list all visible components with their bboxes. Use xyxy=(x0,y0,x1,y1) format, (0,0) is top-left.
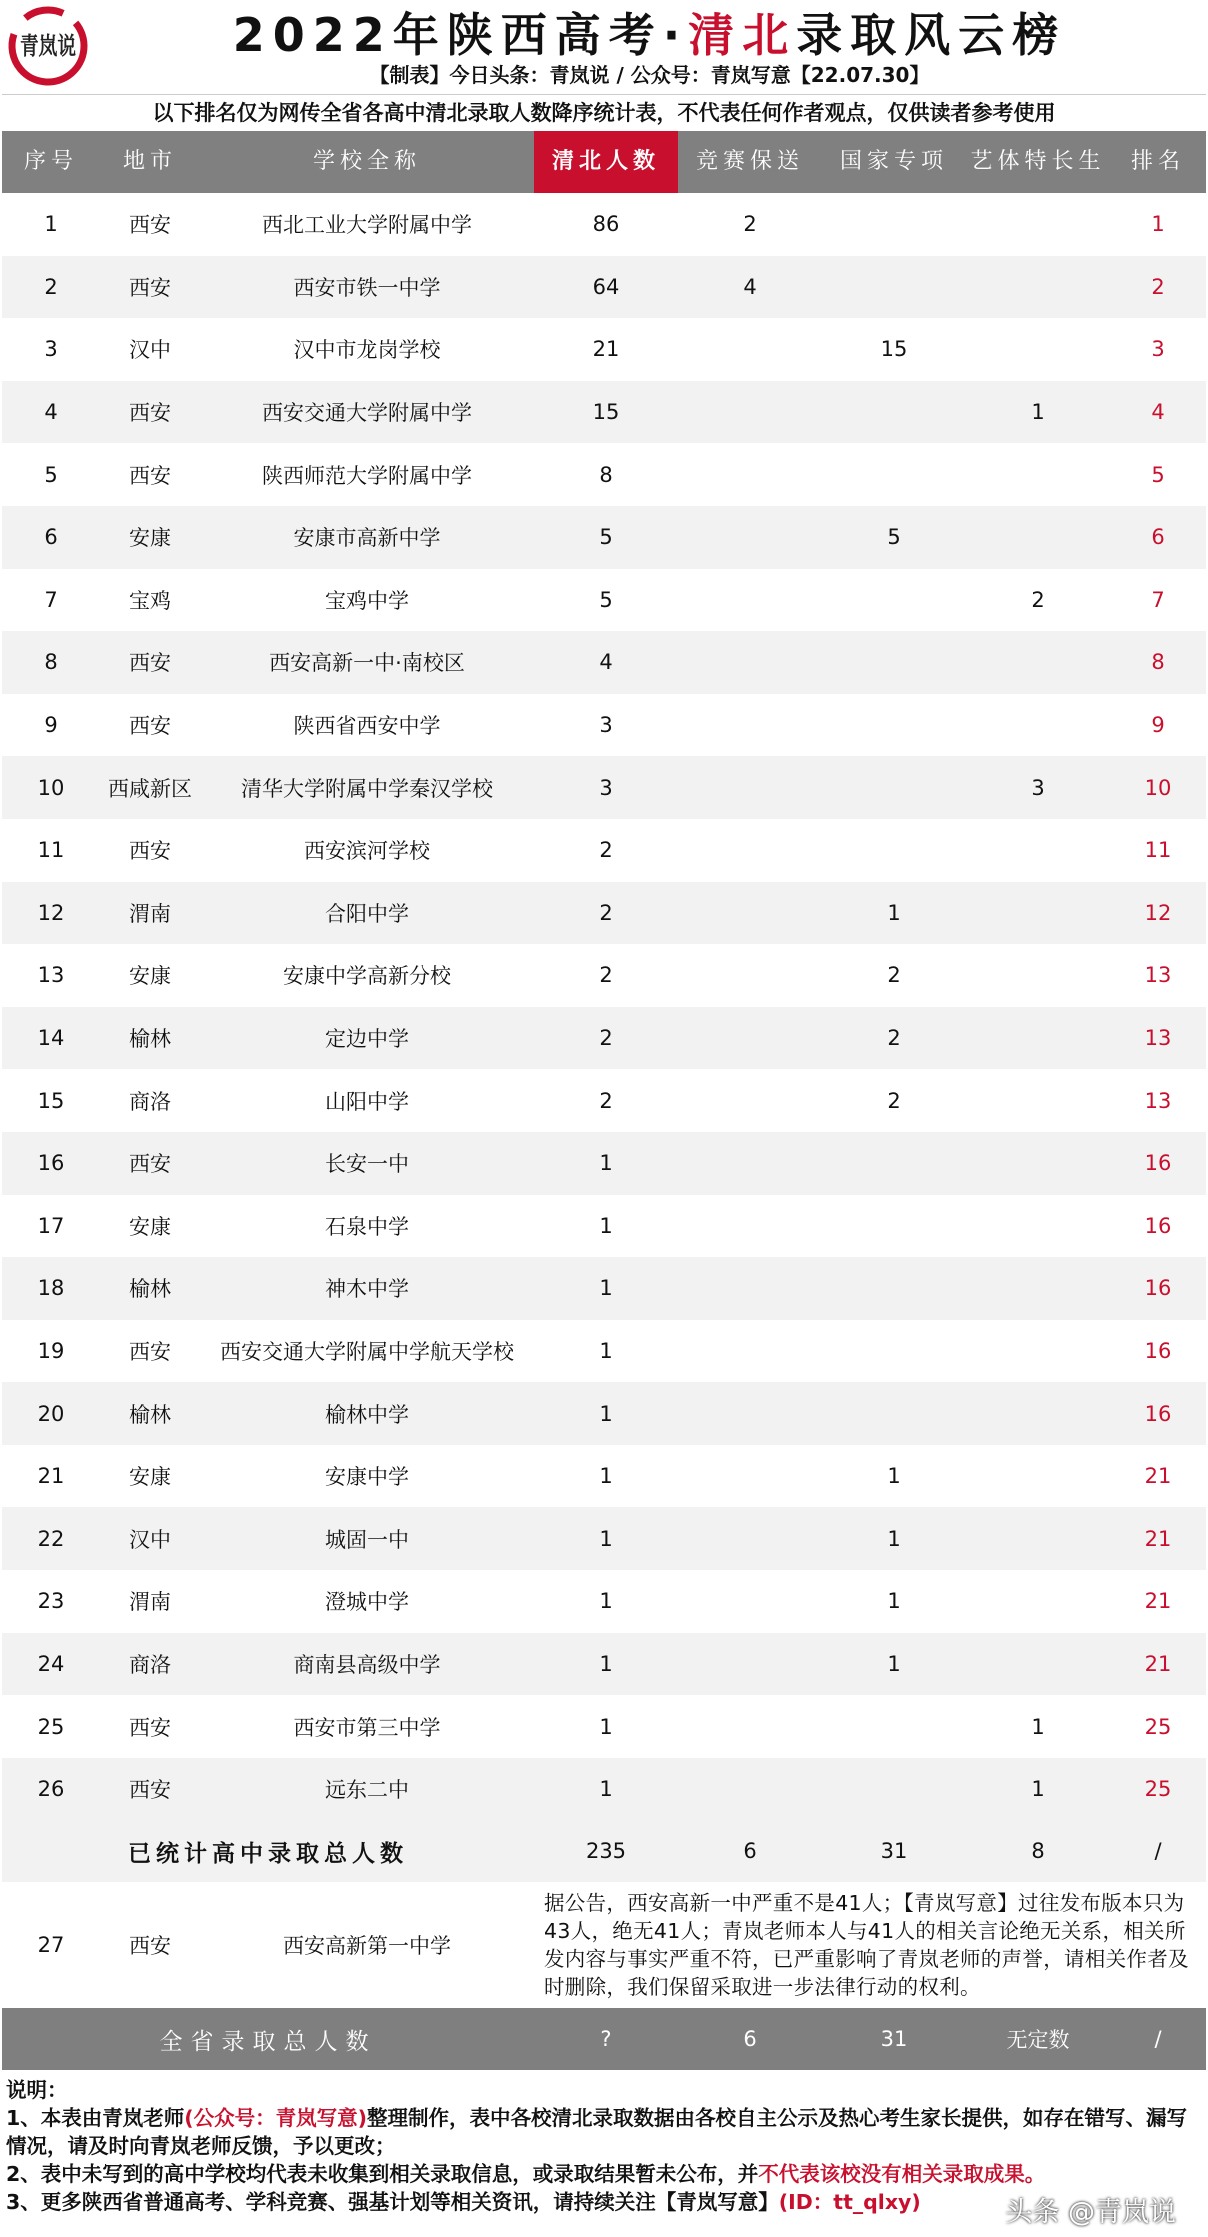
cell-city: 西安 xyxy=(129,1715,171,1740)
cell-no: 16 xyxy=(37,1151,65,1176)
cell-city: 汉中 xyxy=(129,1527,171,1552)
cell-special: 1 xyxy=(887,1651,901,1676)
cell-no: 18 xyxy=(37,1276,65,1301)
cell-qingbei: 3 xyxy=(599,713,613,738)
cell-no: 14 xyxy=(37,1026,65,1051)
province-total-rank: / xyxy=(1154,2027,1162,2052)
summary-special: 31 xyxy=(880,1839,908,1864)
table-row xyxy=(2,1007,1206,1070)
table-row xyxy=(2,1507,1206,1570)
cell-city: 榆林 xyxy=(129,1277,171,1302)
table-row xyxy=(2,756,1206,819)
cell-special: 1 xyxy=(887,900,901,925)
cell-no: 8 xyxy=(44,650,58,675)
cell-special: 5 xyxy=(887,525,901,550)
cell-school: 定边中学 xyxy=(325,1027,409,1052)
summary-art: 8 xyxy=(1031,1839,1045,1864)
cell-no: 24 xyxy=(37,1651,65,1676)
cell-competition: 4 xyxy=(743,274,757,299)
cell-no: 3 xyxy=(44,337,58,362)
cell-qingbei: 1 xyxy=(599,1777,613,1802)
logo-text: 青岚说 xyxy=(20,31,76,60)
cell-rank: 16 xyxy=(1144,1401,1172,1426)
notes-heading: 说明： xyxy=(6,2078,68,2103)
cell-no: 2 xyxy=(44,274,58,299)
cell-qingbei: 4 xyxy=(599,650,613,675)
cell-rank: 5 xyxy=(1151,462,1165,487)
cell-rank: 13 xyxy=(1144,1026,1172,1051)
cell-special: 2 xyxy=(887,1088,901,1113)
cell-school: 汉中市龙岗学校 xyxy=(293,338,441,363)
cell-rank: 4 xyxy=(1151,400,1165,425)
cell-no: 11 xyxy=(37,838,65,863)
cell-city: 西咸新区 xyxy=(108,776,192,801)
cell-school: 商南县高级中学 xyxy=(293,1652,441,1677)
cell-rank: 25 xyxy=(1144,1714,1172,1739)
cell-qingbei: 1 xyxy=(599,1651,613,1676)
cell-city: 商洛 xyxy=(129,1089,171,1114)
table-row xyxy=(2,631,1206,694)
cell-qingbei: 64 xyxy=(592,274,620,299)
table-row xyxy=(2,569,1206,632)
cell-no: 21 xyxy=(37,1464,65,1489)
cell-qingbei: 1 xyxy=(599,1213,613,1238)
cell-school: 安康中学高新分校 xyxy=(283,964,451,989)
note-2-highlight: 不代表该校没有相关录取成果。 xyxy=(758,2162,1046,2187)
cell-rank: 16 xyxy=(1144,1213,1172,1238)
cell-special: 1 xyxy=(887,1526,901,1551)
cell-school: 西安高新一中·南校区 xyxy=(269,651,465,676)
col-header-qingbei: 清北人数 xyxy=(534,131,678,193)
cell-city: 宝鸡 xyxy=(129,588,171,613)
cell-qingbei: 3 xyxy=(599,775,613,800)
cell-school: 长安一中 xyxy=(325,1152,409,1177)
cell-qingbei: 15 xyxy=(592,400,620,425)
table-row xyxy=(2,1633,1206,1696)
col-header-school: 学校全称 xyxy=(312,149,421,174)
summary-row xyxy=(2,1820,1206,1882)
cell-school: 城固一中 xyxy=(325,1527,409,1552)
note-2-text-a: 2、表中未写到的高中学校均代表未收集到相关录取信息，或录取结果暂未公布，并 xyxy=(6,2162,759,2187)
cell-school: 神木中学 xyxy=(325,1277,409,1302)
cell-qingbei: 1 xyxy=(599,1464,613,1489)
cell-qingbei: 1 xyxy=(599,1714,613,1739)
province-total-row xyxy=(2,2008,1206,2070)
cell-rank: 10 xyxy=(1144,775,1172,800)
province-total-special: 31 xyxy=(880,2027,908,2052)
cell-rank: 21 xyxy=(1144,1651,1172,1676)
col-header-no: 序号 xyxy=(23,149,78,174)
cell-qingbei: 2 xyxy=(599,900,613,925)
cell-no: 7 xyxy=(44,587,58,612)
cell-city: 安康 xyxy=(129,1214,171,1239)
cell-city: 商洛 xyxy=(129,1652,171,1677)
cell-qingbei: 1 xyxy=(599,1338,613,1363)
cell-competition: 2 xyxy=(743,212,757,237)
cell-no: 20 xyxy=(37,1401,65,1426)
table-row xyxy=(2,1758,1206,1821)
table-row xyxy=(2,819,1206,882)
row27-school: 西安高新第一中学 xyxy=(283,1934,451,1959)
cell-city: 安康 xyxy=(129,526,171,551)
cell-no: 15 xyxy=(37,1088,65,1113)
cell-school: 西安市第三中学 xyxy=(293,1715,441,1740)
table-row xyxy=(2,443,1206,506)
note-1-highlight: (公众号：青岚写意) xyxy=(184,2106,368,2131)
cell-qingbei: 8 xyxy=(599,462,613,487)
note-3-text-a: 3、更多陕西省普通高考、学科竞赛、强基计划等相关资讯，请持续关注【青岚写意】 xyxy=(6,2190,779,2215)
row27-no: 27 xyxy=(37,1933,65,1958)
cell-art: 3 xyxy=(1031,775,1045,800)
title-highlight: 清北 xyxy=(688,8,797,62)
cell-no: 10 xyxy=(37,775,65,800)
disclaimer-notice: 以下排名仅为网传全省各高中清北录取人数降序统计表，不代表任何作者观点，仅供读者参考使用 xyxy=(2,94,1206,131)
cell-no: 9 xyxy=(44,713,58,738)
cell-no: 6 xyxy=(44,525,58,550)
cell-school: 陕西省西安中学 xyxy=(293,714,441,739)
table-row xyxy=(2,1570,1206,1633)
title-post: 录取风云榜 xyxy=(796,8,1067,62)
cell-school: 西安交通大学附属中学航天学校 xyxy=(220,1339,514,1364)
col-header-rank: 排名 xyxy=(1130,149,1185,174)
cell-city: 汉中 xyxy=(129,338,171,363)
cell-city: 西安 xyxy=(129,651,171,676)
cell-qingbei: 21 xyxy=(592,337,620,362)
cell-city: 西安 xyxy=(129,463,171,488)
cell-city: 西安 xyxy=(129,401,171,426)
cell-qingbei: 1 xyxy=(599,1276,613,1301)
table-row xyxy=(2,1257,1206,1320)
cell-city: 渭南 xyxy=(129,901,171,926)
page-title xyxy=(97,6,1202,64)
cell-city: 西安 xyxy=(129,839,171,864)
cell-qingbei: 1 xyxy=(599,1151,613,1176)
cell-rank: 25 xyxy=(1144,1777,1172,1802)
cell-school: 西安滨河学校 xyxy=(304,839,430,864)
cell-rank: 12 xyxy=(1144,900,1172,925)
row27-city: 西安 xyxy=(129,1934,171,1959)
cell-city: 西安 xyxy=(129,1152,171,1177)
cell-rank: 21 xyxy=(1144,1464,1172,1489)
cell-special: 1 xyxy=(887,1589,901,1614)
cell-school: 宝鸡中学 xyxy=(325,588,409,613)
cell-art: 1 xyxy=(1031,1777,1045,1802)
cell-no: 5 xyxy=(44,462,58,487)
cell-no: 1 xyxy=(44,212,58,237)
cell-school: 山阳中学 xyxy=(325,1089,409,1114)
cell-special: 2 xyxy=(887,1026,901,1051)
cell-school: 西安市铁一中学 xyxy=(293,275,441,300)
cell-school: 远东二中 xyxy=(325,1778,409,1803)
cell-school: 石泉中学 xyxy=(325,1214,409,1239)
table-header xyxy=(2,131,1206,193)
cell-qingbei: 1 xyxy=(599,1526,613,1551)
cell-art: 2 xyxy=(1031,587,1045,612)
cell-qingbei: 2 xyxy=(599,1088,613,1113)
cell-no: 17 xyxy=(37,1213,65,1238)
header xyxy=(2,0,1206,94)
cell-qingbei: 5 xyxy=(599,525,613,550)
cell-school: 澄城中学 xyxy=(325,1590,409,1615)
cell-art: 1 xyxy=(1031,1714,1045,1739)
cell-rank: 21 xyxy=(1144,1526,1172,1551)
cell-rank: 7 xyxy=(1151,587,1165,612)
cell-no: 4 xyxy=(44,400,58,425)
cell-qingbei: 86 xyxy=(592,212,620,237)
table-row-27 xyxy=(2,1882,1206,2008)
summary-rank: / xyxy=(1154,1839,1162,1864)
cell-qingbei: 5 xyxy=(599,587,613,612)
cell-no: 23 xyxy=(37,1589,65,1614)
cell-city: 西安 xyxy=(129,213,171,238)
page-subtitle: 【制表】今日头条：青岚说 / 公众号：青岚写意【22.07.30】 xyxy=(369,63,930,87)
ranking-table xyxy=(2,131,1206,2070)
cell-qingbei: 2 xyxy=(599,838,613,863)
cell-special: 1 xyxy=(887,1464,901,1489)
table-row xyxy=(2,256,1206,319)
summary-competition: 6 xyxy=(743,1839,757,1864)
title-pre: 2022年陕西高考· xyxy=(232,8,689,62)
cell-school: 陕西师范大学附属中学 xyxy=(262,463,472,488)
cell-qingbei: 2 xyxy=(599,963,613,988)
cell-school: 西安交通大学附属中学 xyxy=(262,401,472,426)
cell-no: 13 xyxy=(37,963,65,988)
cell-rank: 1 xyxy=(1151,212,1165,237)
table-row xyxy=(2,1382,1206,1445)
cell-no: 26 xyxy=(37,1777,65,1802)
table-row xyxy=(2,1132,1206,1195)
note-1 xyxy=(6,2104,1202,2160)
table-row xyxy=(2,318,1206,381)
cell-school: 清华大学附属中学秦汉学校 xyxy=(241,776,493,801)
cell-rank: 11 xyxy=(1144,838,1172,863)
cell-school: 西北工业大学附属中学 xyxy=(262,213,472,238)
cell-rank: 13 xyxy=(1144,1088,1172,1113)
page xyxy=(2,0,1206,2237)
cell-rank: 16 xyxy=(1144,1276,1172,1301)
cell-city: 安康 xyxy=(129,1465,171,1490)
note-3-highlight: (ID：tt_qlxy) xyxy=(778,2190,921,2215)
cell-qingbei: 1 xyxy=(599,1401,613,1426)
cell-city: 西安 xyxy=(129,1339,171,1364)
cell-rank: 16 xyxy=(1144,1338,1172,1363)
table-row xyxy=(2,694,1206,757)
province-total-qingbei: ? xyxy=(600,2027,612,2052)
logo-icon xyxy=(6,4,90,88)
cell-school: 榆林中学 xyxy=(325,1402,409,1427)
province-total-art: 无定数 xyxy=(1006,2028,1070,2053)
table-row xyxy=(2,1195,1206,1258)
cell-school: 安康市高新中学 xyxy=(293,526,441,551)
table-row xyxy=(2,1695,1206,1758)
cell-art: 1 xyxy=(1031,400,1045,425)
cell-rank: 2 xyxy=(1151,274,1165,299)
table-row xyxy=(2,882,1206,945)
cell-city: 西安 xyxy=(129,275,171,300)
note-1-text-b: 整理制作，表中各校清北录取数据由各校自主公示及热心考生家长提供，如存在错写、漏写情况，请及时向青岚老师反馈，予以更改； xyxy=(6,2106,1188,2159)
cell-no: 22 xyxy=(37,1526,65,1551)
watermark: 头条 @青岚说 xyxy=(1005,2197,1176,2228)
table-row xyxy=(2,1069,1206,1132)
note-1-text-a: 1、本表由青岚老师 xyxy=(6,2106,185,2131)
table-row xyxy=(2,506,1206,569)
cell-city: 西安 xyxy=(129,1778,171,1803)
province-total-competition: 6 xyxy=(743,2027,757,2052)
note-2 xyxy=(6,2160,1202,2188)
cell-school: 安康中学 xyxy=(325,1465,409,1490)
cell-city: 安康 xyxy=(129,964,171,989)
col-header-competition: 竞赛保送 xyxy=(695,149,804,174)
table-row xyxy=(2,381,1206,444)
col-header-special: 国家专项 xyxy=(839,149,948,174)
table-row xyxy=(2,1320,1206,1383)
cell-rank: 13 xyxy=(1144,963,1172,988)
col-header-art: 艺体特长生 xyxy=(970,149,1106,174)
table-row xyxy=(2,1445,1206,1508)
cell-rank: 6 xyxy=(1151,525,1165,550)
cell-qingbei: 1 xyxy=(599,1589,613,1614)
cell-qingbei: 2 xyxy=(599,1026,613,1051)
table-row xyxy=(2,944,1206,1007)
row27-statement: 据公告，西安高新一中严重不是41人；【青岚写意】过往发布版本只为43人，绝无41人；青岚老师本人与41人的相关言论绝无关系，相关所发内容与事实严重不符，已严重影响了青岚老师的声誉，请相关作者及时删除，我们保留采取进一步法律行动的权利。 xyxy=(544,1891,1189,2000)
cell-no: 12 xyxy=(37,900,65,925)
cell-special: 2 xyxy=(887,963,901,988)
cell-city: 榆林 xyxy=(129,1027,171,1052)
cell-city: 渭南 xyxy=(129,1590,171,1615)
province-total-label: 全省录取总人数 xyxy=(159,2028,377,2055)
table-body xyxy=(2,193,1206,1820)
cell-special: 15 xyxy=(880,337,908,362)
cell-city: 西安 xyxy=(129,714,171,739)
table-row xyxy=(2,193,1206,256)
cell-school: 合阳中学 xyxy=(325,901,409,926)
cell-no: 19 xyxy=(37,1338,65,1363)
cell-rank: 16 xyxy=(1144,1151,1172,1176)
cell-rank: 21 xyxy=(1144,1589,1172,1614)
cell-rank: 8 xyxy=(1151,650,1165,675)
summary-label: 已统计高中录取总人数 xyxy=(128,1840,408,1867)
col-header-city: 地市 xyxy=(122,149,177,174)
cell-city: 榆林 xyxy=(129,1402,171,1427)
cell-rank: 9 xyxy=(1151,713,1165,738)
cell-no: 25 xyxy=(37,1714,65,1739)
summary-qingbei: 235 xyxy=(585,1839,627,1864)
cell-rank: 3 xyxy=(1151,337,1165,362)
